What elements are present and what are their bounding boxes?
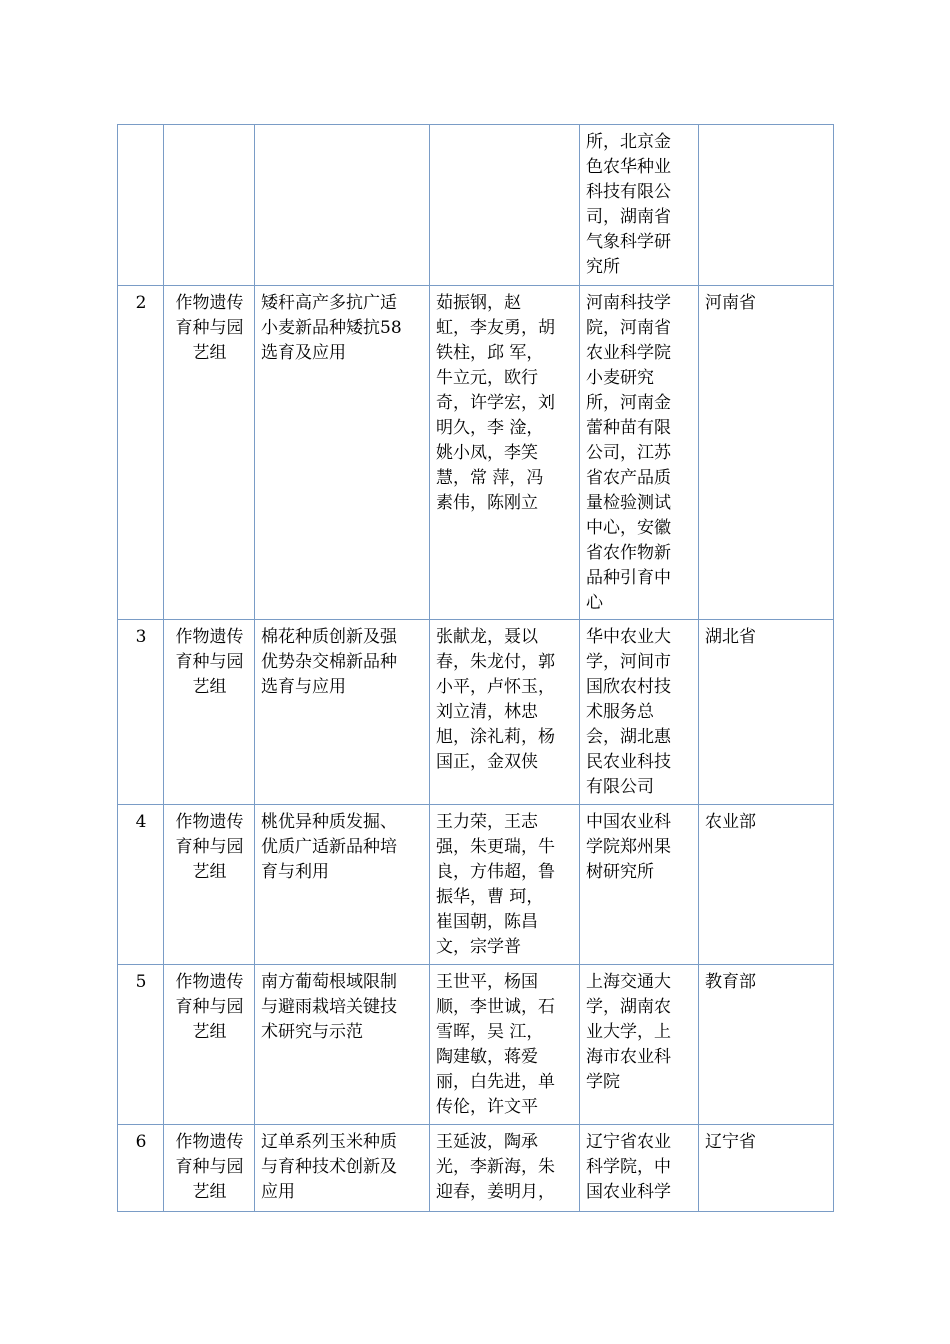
cell-text-line: 良，方伟超，鲁 xyxy=(436,862,555,882)
table-row xyxy=(118,965,834,1125)
cell-text-line: 铁柱，邱 军， xyxy=(436,343,544,363)
table-row xyxy=(118,620,834,805)
cell-text-line: 强，朱更瑞，牛 xyxy=(436,837,555,857)
cell-text: 辽宁省 xyxy=(705,1132,756,1152)
cell-text-line: 与避雨栽培关键技 xyxy=(261,997,397,1017)
cell-text-line: 中心，安徽 xyxy=(586,518,671,538)
cell-text-line: 选育与应用 xyxy=(261,677,346,697)
cell-text: 教育部 xyxy=(705,972,756,992)
cell-text-line: 有限公司 xyxy=(586,777,654,797)
cell-text: 5 xyxy=(135,972,147,992)
table-row xyxy=(118,125,834,286)
row-number-cell xyxy=(118,1125,164,1212)
cell-text-line: 虹，李友勇，胡 xyxy=(436,318,555,338)
contributors-cell xyxy=(430,1125,580,1212)
group-cell xyxy=(164,125,255,286)
cell-text-line: 学院 xyxy=(586,1072,620,1092)
cell-text-line: 优势杂交棉新品种 xyxy=(261,652,397,672)
cell-text-line: 究所 xyxy=(586,257,620,277)
cell-text-line: 上海交通大 xyxy=(586,972,671,992)
cell-text-line: 术研究与示范 xyxy=(261,1022,363,1042)
cell-text-line: 学，湖南农 xyxy=(586,997,671,1017)
cell-text: 2 xyxy=(135,293,147,313)
project-name-cell xyxy=(255,805,430,965)
cell-text-line: 司，湖南省 xyxy=(586,207,671,227)
cell-text-line: 明久，李 淦， xyxy=(436,418,544,438)
cell-text-line: 应用 xyxy=(261,1182,295,1202)
cell-text-line: 会，湖北惠 xyxy=(586,727,671,747)
cell-text-line: 振华，曹 珂， xyxy=(436,887,544,907)
cell-text-line: 王延波，陶承 xyxy=(436,1132,538,1152)
units-cell xyxy=(580,286,699,620)
cell-text-line: 选育及应用 xyxy=(261,343,346,363)
cell-text-line: 顺，李世诚，石 xyxy=(436,997,555,1017)
cell-text-line: 艺组 xyxy=(192,677,227,697)
cell-text-line: 奇，许学宏，刘 xyxy=(436,393,555,413)
cell-text-line: 海市农业科 xyxy=(586,1047,671,1067)
cell-text-line: 素伟，陈刚立 xyxy=(436,493,538,513)
cell-text-line: 色农华种业 xyxy=(586,157,671,177)
cell-text-line: 国正，金双侠 xyxy=(436,752,538,772)
cell-text-line: 作物遗传 xyxy=(175,293,244,313)
cell-text-line: 文，宗学普 xyxy=(436,937,521,957)
cell-text-line: 艺组 xyxy=(192,1022,227,1042)
cell-text-line: 作物遗传 xyxy=(175,972,244,992)
cell-text: 4 xyxy=(135,812,147,832)
cell-text-line: 气象科学研 xyxy=(586,232,671,252)
units-cell xyxy=(580,620,699,805)
cell-text-line: 春，朱龙付，郭 xyxy=(436,652,555,672)
nominator-cell xyxy=(699,125,834,286)
cell-text-line: 业大学，上 xyxy=(586,1022,671,1042)
project-name-cell xyxy=(255,1125,430,1212)
cell-text-line: 小麦新品种矮抗58 xyxy=(261,318,402,338)
cell-text-line: 科学院，中 xyxy=(586,1157,671,1177)
row-number-cell xyxy=(118,965,164,1125)
cell-text-line: 南方葡萄根域限制 xyxy=(261,972,397,992)
cell-text-line: 育种与园 xyxy=(175,997,244,1017)
contributors-cell xyxy=(430,805,580,965)
table-row xyxy=(118,1125,834,1212)
cell-text-line: 省农产品质 xyxy=(586,468,671,488)
cell-text-line: 陶建敏，蒋爱 xyxy=(436,1047,538,1067)
contributors-cell xyxy=(430,125,580,286)
table-row xyxy=(118,286,834,620)
nominator-cell xyxy=(699,620,834,805)
project-name-cell xyxy=(255,965,430,1125)
cell-text-line: 国农业科学 xyxy=(586,1182,671,1202)
cell-text-line: 中国农业科 xyxy=(586,812,671,832)
cell-text-line: 与育种技术创新及 xyxy=(261,1157,397,1177)
cell-text-line: 量检验测试 xyxy=(586,493,671,513)
cell-text-line: 育种与园 xyxy=(175,652,244,672)
cell-text-line: 光，李新海，朱 xyxy=(436,1157,555,1177)
cell-text-line: 育种与园 xyxy=(175,1157,244,1177)
nominator-cell xyxy=(699,965,834,1125)
cell-text-line: 院，河南省 xyxy=(586,318,671,338)
cell-text-line: 优质广适新品种培 xyxy=(261,837,397,857)
cell-text: 湖北省 xyxy=(705,627,756,647)
cell-text-line: 心 xyxy=(586,593,603,613)
cell-text-line: 育与利用 xyxy=(261,862,329,882)
cell-text: 农业部 xyxy=(705,812,756,832)
cell-text-line: 河南科技学 xyxy=(586,293,671,313)
cell-text-line: 民农业科技 xyxy=(586,752,671,772)
group-cell xyxy=(164,1125,255,1212)
cell-text-line: 农业科学院 xyxy=(586,343,671,363)
cell-text-line: 育种与园 xyxy=(175,837,244,857)
group-cell xyxy=(164,620,255,805)
cell-text-line: 所，北京金 xyxy=(586,132,671,152)
cell-text-line: 艺组 xyxy=(192,343,227,363)
row-number-cell xyxy=(118,620,164,805)
cell-text-line: 作物遗传 xyxy=(175,1132,244,1152)
contributors-cell xyxy=(430,965,580,1125)
cell-text: 6 xyxy=(135,1132,147,1152)
project-name-cell xyxy=(255,286,430,620)
cell-text-line: 牛立元，欧行 xyxy=(436,368,538,388)
cell-text-line: 姚小凤，李笑 xyxy=(436,443,538,463)
cell-text-line: 丽，白先进，单 xyxy=(436,1072,555,1092)
project-name-cell xyxy=(255,620,430,805)
cell-text-line: 作物遗传 xyxy=(175,812,244,832)
cell-text-line: 小麦研究 xyxy=(586,368,654,388)
award-table-body xyxy=(118,125,834,1212)
cell-text-line: 公司，江苏 xyxy=(586,443,671,463)
project-name-cell xyxy=(255,125,430,286)
row-number-cell xyxy=(118,125,164,286)
cell-text-line: 学，河间市 xyxy=(586,652,671,672)
cell-text-line: 刘立清，林忠 xyxy=(436,702,538,722)
units-cell xyxy=(580,805,699,965)
cell-text-line: 品种引育中 xyxy=(586,568,671,588)
cell-text-line: 术服务总 xyxy=(586,702,654,722)
cell-text-line: 王世平，杨国 xyxy=(436,972,538,992)
nominator-cell xyxy=(699,805,834,965)
cell-text-line: 崔国朝，陈昌 xyxy=(436,912,538,932)
cell-text-line: 雪晖，吴 江， xyxy=(436,1022,544,1042)
group-cell xyxy=(164,965,255,1125)
cell-text-line: 张献龙，聂以 xyxy=(436,627,538,647)
cell-text-line: 棉花种质创新及强 xyxy=(261,627,397,647)
nominator-cell xyxy=(699,286,834,620)
cell-text-line: 艺组 xyxy=(192,1182,227,1202)
cell-text-line: 迎春，姜明月， xyxy=(436,1182,555,1202)
cell-text-line: 辽宁省农业 xyxy=(586,1132,671,1152)
cell-text-line: 小平，卢怀玉， xyxy=(436,677,555,697)
cell-text-line: 华中农业大 xyxy=(586,627,671,647)
cell-text-line: 学院郑州果 xyxy=(586,837,671,857)
cell-text-line: 所，河南金 xyxy=(586,393,671,413)
cell-text-line: 王力荣，王志 xyxy=(436,812,538,832)
cell-text-line: 蕾种苗有限 xyxy=(586,418,671,438)
cell-text-line: 省农作物新 xyxy=(586,543,671,563)
units-cell xyxy=(580,965,699,1125)
cell-text-line: 矮秆高产多抗广适 xyxy=(261,293,397,313)
cell-text-line: 传伦，许文平 xyxy=(436,1097,538,1117)
group-cell xyxy=(164,805,255,965)
cell-text-line: 国欣农村技 xyxy=(586,677,671,697)
group-cell xyxy=(164,286,255,620)
cell-text-line: 慧，常 萍，冯 xyxy=(436,468,544,488)
cell-text: 3 xyxy=(135,627,147,647)
table-row xyxy=(118,805,834,965)
award-table xyxy=(117,124,834,1212)
row-number-cell xyxy=(118,286,164,620)
cell-text-line: 茹振钢，赵 xyxy=(436,293,521,313)
cell-text-line: 旭，涂礼莉，杨 xyxy=(436,727,555,747)
cell-text-line: 作物遗传 xyxy=(175,627,244,647)
nominator-cell xyxy=(699,1125,834,1212)
contributors-cell xyxy=(430,286,580,620)
units-cell xyxy=(580,125,699,286)
cell-text: 河南省 xyxy=(705,293,756,313)
cell-text-line: 艺组 xyxy=(192,862,227,882)
contributors-cell xyxy=(430,620,580,805)
cell-text-line: 育种与园 xyxy=(175,318,244,338)
row-number-cell xyxy=(118,805,164,965)
cell-text-line: 桃优异种质发掘、 xyxy=(261,812,397,832)
cell-text-line: 辽单系列玉米种质 xyxy=(261,1132,397,1152)
units-cell xyxy=(580,1125,699,1212)
cell-text-line: 树研究所 xyxy=(586,862,654,882)
cell-text-line: 科技有限公 xyxy=(586,182,671,202)
